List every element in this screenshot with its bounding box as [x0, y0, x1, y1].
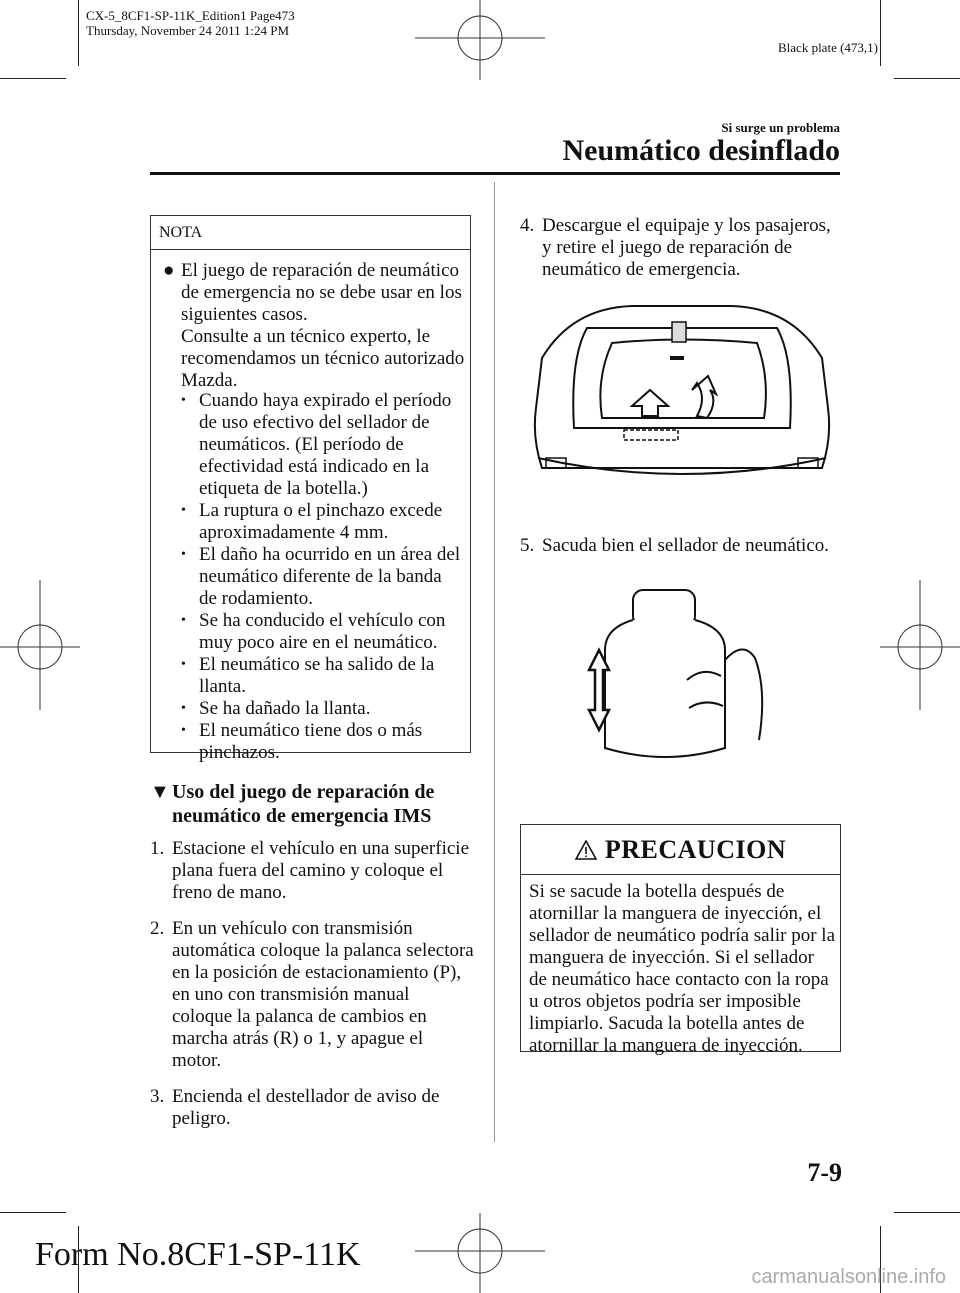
step-line: motor. — [172, 1050, 222, 1071]
note-sub-line: muy poco aire en el neumático. — [199, 632, 438, 653]
watermark: carmanualsonline.info — [751, 1266, 946, 1288]
precaution-text — [529, 881, 835, 1057]
note-line: de emergencia no se debe usar en los — [181, 282, 462, 303]
step-item — [150, 838, 480, 904]
precaution-header — [521, 825, 840, 875]
note-sub-line: de rodamiento. — [199, 588, 313, 609]
note-sub-item — [181, 390, 465, 500]
note-sub-line: El neumático tiene dos o más — [199, 720, 423, 741]
section-heading — [150, 780, 480, 828]
note-line: recomendamos un técnico autorizado — [181, 348, 465, 369]
step-4 — [520, 215, 850, 295]
page-number: 7-9 — [807, 1158, 842, 1187]
step-line: peligro. — [172, 1108, 231, 1129]
note-sub-line: Cuando haya expirado el período — [199, 390, 452, 411]
step-number: 5. — [520, 535, 535, 556]
note-sub-item — [181, 654, 465, 698]
bottle-illustration — [575, 580, 775, 770]
note-sub-line: La ruptura o el pinchazo excede — [199, 500, 443, 521]
note-sub-item — [181, 500, 465, 544]
warning-icon — [575, 840, 597, 860]
step-item — [520, 535, 850, 557]
crop-mark — [78, 0, 79, 66]
step-line: En un vehículo con transmisión — [172, 918, 413, 939]
column-divider — [494, 182, 495, 1142]
triangle-down-icon: ▼ — [150, 781, 170, 803]
note-line: Consulte a un técnico experto, le — [181, 326, 431, 347]
step-line: freno de mano. — [172, 882, 287, 903]
precaution-line: atornillar la manguera de inyección, el — [529, 903, 822, 924]
precaution-line: atornillar la manguera de inyección. — [529, 1035, 803, 1056]
bullet-icon: • — [181, 657, 186, 672]
note-sub-line: aproximadamente 4 mm. — [199, 522, 389, 543]
step-item — [150, 1086, 480, 1130]
print-info-line1: CX-5_8CF1-SP-11K_Edition1 Page473 — [86, 8, 295, 23]
precaution-line: de neumático hace contacto con la ropa — [529, 969, 829, 990]
bullet-icon: • — [181, 613, 186, 628]
crop-mark — [894, 78, 960, 79]
bullet-icon: • — [181, 701, 186, 716]
precaution-box — [520, 824, 841, 1056]
print-info-line2: Thursday, November 24 2011 1:24 PM — [86, 23, 290, 38]
step-line: en la posición de estacionamiento (P), — [172, 962, 462, 983]
step-number: 3. — [150, 1086, 165, 1107]
step-line: plana fuera del camino y coloque el — [172, 860, 444, 881]
step-item — [520, 215, 850, 281]
step-item — [150, 918, 480, 1072]
note-sub-line: neumático diferente de la banda — [199, 566, 442, 587]
note-sub-line: Se ha dañado la llanta. — [199, 698, 371, 719]
crop-mark — [880, 0, 881, 66]
step-number: 4. — [520, 215, 535, 236]
note-sub-item — [181, 610, 465, 654]
bullet-icon: • — [181, 547, 186, 562]
note-sub-line: El neumático se ha salido de la — [199, 654, 435, 675]
precaution-line: sellador de neumático podría salir por la — [529, 925, 836, 946]
step-line: automática coloque la palanca selectora — [172, 940, 474, 961]
section-heading-line2: neumático de emergencia IMS — [172, 805, 432, 827]
registration-mark-right — [880, 580, 960, 710]
form-number: Form No.8CF1-SP-11K — [35, 1236, 361, 1273]
precaution-line: u otros objetos podría ser imposible — [529, 991, 801, 1012]
step-number: 1. — [150, 838, 165, 859]
step-line: y retire el juego de reparación de — [542, 237, 793, 258]
page-title: Neumático desinflado — [562, 134, 840, 167]
steps-left — [150, 838, 480, 1144]
print-info — [86, 8, 295, 38]
note-sub-line: El daño ha ocurrido en un área del — [199, 544, 461, 565]
crop-mark — [0, 1212, 66, 1213]
step-line: Descargue el equipaje y los pasajeros, — [542, 215, 831, 236]
precaution-line: manguera de inyección. Si el sellador — [529, 947, 814, 968]
step-line: en uno con transmisión manual — [172, 984, 410, 1005]
section-heading-line1: Uso del juego de reparación de — [172, 781, 435, 803]
step-line: Sacuda bien el sellador de neumático. — [542, 535, 830, 556]
header-rule — [150, 172, 840, 175]
step-line: Encienda el destellador de aviso de — [172, 1086, 440, 1107]
bullet-icon: • — [181, 393, 186, 408]
registration-mark-top — [415, 0, 545, 80]
note-line: Mazda. — [181, 370, 238, 391]
bullet-icon: ● — [163, 260, 175, 281]
note-line: siguientes casos. — [181, 304, 308, 325]
note-sub-line: llanta. — [199, 676, 246, 697]
note-sub-item — [181, 698, 465, 720]
note-sub-line: de uso efectivo del sellador de — [199, 412, 430, 433]
note-sub-list — [181, 390, 465, 764]
registration-mark-bottom — [415, 1213, 545, 1293]
note-box — [150, 215, 471, 763]
note-sub-line: etiqueta de la botella.) — [199, 478, 368, 499]
bullet-icon: • — [181, 503, 186, 518]
note-sub-line: Se ha conducido el vehículo con — [199, 610, 446, 631]
note-sub-line: efectividad está indicado en la — [199, 456, 430, 477]
crop-mark — [894, 1212, 960, 1213]
precaution-line: Si se sacude la botella después de — [529, 881, 785, 902]
crop-mark — [0, 78, 66, 79]
note-title: NOTA — [151, 216, 470, 250]
precaution-title: PRECAUCION — [604, 834, 787, 864]
note-main-bullet — [161, 260, 465, 392]
step-5 — [520, 535, 850, 571]
note-sub-line: pinchazos. — [199, 742, 280, 763]
step-line: marcha atrás (R) o 1, y apague el — [172, 1028, 424, 1049]
step-line: coloque la palanca de cambios en — [172, 1006, 427, 1027]
note-sub-item — [181, 720, 465, 764]
note-sub-line: neumáticos. (El período de — [199, 434, 404, 455]
step-line: neumático de emergencia. — [542, 259, 741, 280]
precaution-line: limpiarlo. Sacuda la botella antes de — [529, 1013, 805, 1034]
plate-info: Black plate (473,1) — [778, 40, 878, 55]
registration-mark-left — [0, 580, 80, 710]
step-number: 2. — [150, 918, 165, 939]
step-line: Estacione el vehículo en una superficie — [172, 838, 470, 859]
section-label: Si surge un problema — [721, 120, 840, 135]
note-sub-item — [181, 544, 465, 610]
trunk-illustration — [532, 298, 832, 498]
note-line: El juego de reparación de neumático — [181, 260, 460, 281]
bullet-icon: • — [181, 723, 186, 738]
